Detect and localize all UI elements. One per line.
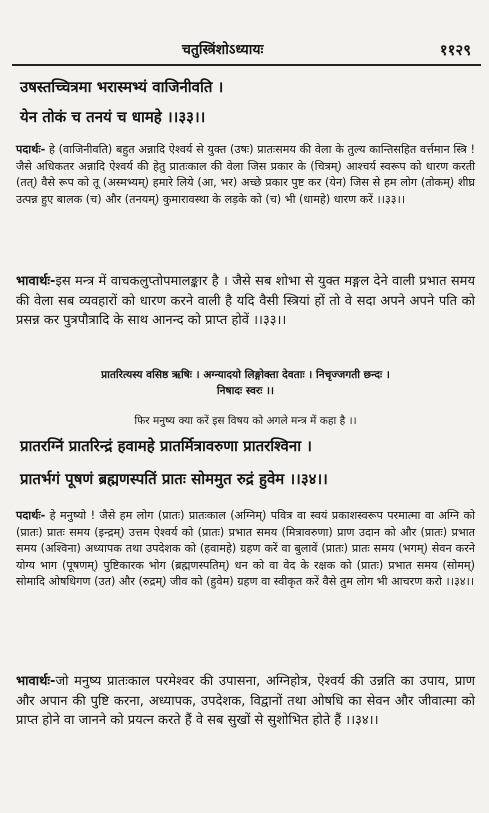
- chapter-title: चतुस्त्रिंशोऽध्यायः: [182, 42, 264, 58]
- bhavartha-34-label: भावार्थः-: [16, 674, 56, 689]
- padartha-33-label: पदार्थः-: [16, 143, 46, 156]
- padartha-34-label: पदार्थः-: [16, 509, 46, 522]
- bhavartha-33-text: इस मन्त्र में वाचकलुप्तोपमालङ्कार है । जैसे सब शोभा से युक्त मङ्गल देने वाली प्रभात समय की वेला सब व्यवहारों को धारण करने वाली है यदि वैसी स्त्रियां हों तो वे सदा अपने अपने पति को प्रसन्न कर पुत्रपौत्रादि के साथ आनन्द को प्राप्त होवें ।।३३।।: [16, 274, 475, 328]
- page-header: [12, 40, 479, 62]
- bhavartha-33: [16, 272, 475, 331]
- page-number: ११२९: [439, 41, 471, 59]
- padartha-33: [16, 142, 475, 208]
- svara-line: निषादः स्वरः ।।: [216, 385, 275, 397]
- bhavartha-34-text: जो मनुष्य प्रातःकाल परमेश्वर की उपासना, अग्निहोत्र, ऐश्वर्य की उन्नति का उपाय, प्राण और अपान की पुष्टि करना, अध्यापक, उपदेशक, विद्वानों तथा ओषधि का सेवन और जीवात्मा को प्राप्त होने वा जानने को प्रयत्न करते हैं वे सब सुखों से सुशोभित होते हैं ।।३४।।: [16, 674, 475, 728]
- header-rule: [12, 64, 481, 66]
- mantra-34-line-2: प्रातर्भगं पूषणं ब्रह्मणस्पतिं प्रातः सोममुत रुद्रं हुवेम ।।३४।।: [20, 470, 328, 488]
- mantra-34-line-1: प्रातरग्निं प्रातरिन्द्रं हवामहे प्रातर्मित्रावरुणा प्रातरश्विना ।: [20, 437, 312, 455]
- mantra-33-line-2: येन तोकं च तनयं च धामहे ।।३३।।: [20, 108, 206, 126]
- padartha-33-text: हे (वाजिनीवति) बहुत अन्नादि ऐश्वर्य से युक्त (उषः) प्रातःसमय की वेला के तुल्य कान्तिसहित वर्त्तमान स्त्रि ! जैसे अधिकतर अन्नादि ऐश्वर्य की हेतु प्रातःकाल की वेला जिस प्रकार के (चित्रम्) आश्चर्य स्वरूप को धारण करती (तत्) वैसे रूप को तू (अस्मभ्यम्) हमारे लिये (आ, भर) अच्छे प्रकार पुष्ट कर (येन) जिस से हम लोग (तोकम्) शीघ्र उत्पन्न हुए बालक (च) और (तनयम्) कुमारावस्था के लड़के को (च) भी (धामहे) धारण करें ।।३३।।: [16, 143, 475, 206]
- padartha-34: [16, 508, 475, 591]
- bhavartha-33-label: भावार्थः-: [16, 274, 56, 289]
- rishi-devata-line: प्रातरित्यस्य वसिष्ठ ऋषिः । अग्न्यादयो लिङ्गोक्ता देवताः । निचृज्जगती छन्दः ।: [101, 369, 390, 381]
- padartha-34-text: हे मनुष्यो ! जैसे हम लोग (प्रातः) प्रातःकाल (अग्निम्) पवित्र वा स्वयं प्रकाशस्वरूप परमात्मा वा अग्नि को (प्रातः) प्रातः समय (इन्द्रम्) उत्तम ऐश्वर्य को (प्रातः) प्रभात समय (मित्रावरुणा) प्राण उदान को और (प्रातः) प्रभात समय (अश्विना) अध्यापक तथा उपदेशक को (हवामहे) ग्रहण करें वा बुलावें (प्रातः) प्रातः समय (भगम्) सेवन करने योग्य भाग (पूषणम्) पुष्टिकारक भोग (ब्रह्मणस्पतिम्) धन को वा वेद के रक्षक को (प्रातः) प्रभात समय (सोमम्) सोमादि ओषधिगण (उत) और (रुद्रम्) जीव को (हुवेम) ग्रहण वा स्वीकृत करें वैसे तुम लोग भी आचरण करो ।।३४।।: [16, 509, 475, 588]
- mantra-34-intro: फिर मनुष्य क्या करें इस विषय को अगले मन्त्र में कहा है ।।: [134, 415, 357, 427]
- bhavartha-34: [16, 672, 475, 731]
- mantra-33-line-1: उषस्तच्चित्रमा भरास्मभ्यं वाजिनीवति ।: [20, 78, 224, 96]
